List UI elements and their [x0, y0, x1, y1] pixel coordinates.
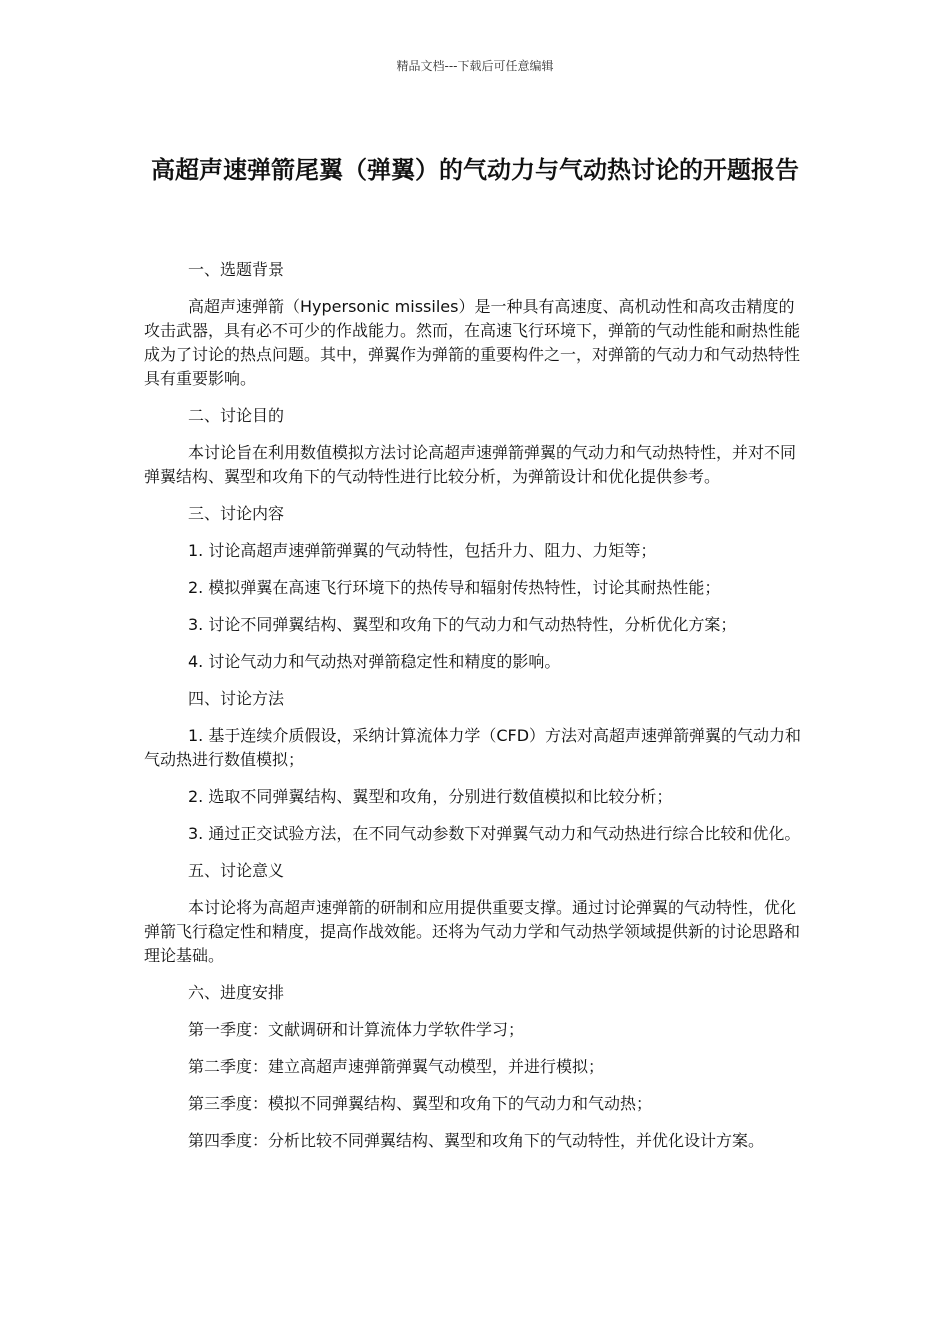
- content-item: 1. 讨论高超声速弹箭弹翼的气动特性，包括升力、阻力、力矩等；: [188, 541, 657, 560]
- section-heading-significance: 五、讨论意义: [188, 861, 285, 880]
- method-item: 2. 选取不同弹翼结构、翼型和攻角，分别进行数值模拟和比较分析；: [188, 787, 673, 806]
- content-item: 3. 讨论不同弹翼结构、翼型和攻角下的气动力和气动热特性，分析优化方案；: [188, 615, 737, 634]
- section-heading-content: 三、讨论内容: [188, 504, 285, 523]
- method-item: 3. 通过正交试验方法，在不同气动参数下对弹翼气动力和气动热进行综合比较和优化。: [188, 824, 801, 843]
- method-item: 1. 基于连续介质假设，采纳计算流体力学（CFD）方法对高超声速弹箭弹翼的气动力和气动热进行数值模拟；: [144, 726, 802, 769]
- schedule-item: 第三季度：模拟不同弹翼结构、翼型和攻角下的气动力和气动热；: [188, 1094, 653, 1113]
- schedule-item: 第二季度：建立高超声速弹箭弹翼气动模型，并进行模拟；: [188, 1057, 605, 1076]
- content-item: 4. 讨论气动力和气动热对弹箭稳定性和精度的影响。: [188, 652, 561, 671]
- schedule-item: 第一季度：文献调研和计算流体力学软件学习；: [188, 1020, 525, 1039]
- content-item: 2. 模拟弹翼在高速飞行环境下的热传导和辐射传热特性，讨论其耐热性能；: [188, 578, 721, 597]
- section-heading-schedule: 六、进度安排: [188, 983, 285, 1002]
- section-heading-background: 一、选题背景: [188, 260, 285, 279]
- section-heading-method: 四、讨论方法: [188, 689, 285, 708]
- section-heading-purpose: 二、讨论目的: [188, 406, 285, 425]
- header-note: 精品文档---下载后可任意编辑: [396, 59, 554, 73]
- schedule-item: 第四季度：分析比较不同弹翼结构、翼型和攻角下的气动特性，并优化设计方案。: [188, 1131, 765, 1150]
- document-title: 高超声速弹箭尾翼（弹翼）的气动力与气动热讨论的开题报告: [151, 156, 799, 185]
- document-body: [144, 258, 808, 1166]
- purpose-paragraph: 本讨论旨在利用数值模拟方法讨论高超声速弹箭弹翼的气动力和气动热特性，并对不同弹翼结构、翼型和攻角下的气动特性进行比较分析，为弹箭设计和优化提供参考。: [144, 443, 797, 486]
- background-paragraph: 高超声速弹箭（Hypersonic missiles）是一种具有高速度、高机动性和高攻击精度的攻击武器，具有必不可少的作战能力。然而，在高速飞行环境下，弹箭的气动性能和耐热性能成为了讨论的热点问题。其中，弹翼作为弹箭的重要构件之一，对弹箭的气动力和气动热特性具有重要影响。: [144, 297, 801, 388]
- significance-paragraph: 本讨论将为高超声速弹箭的研制和应用提供重要支撑。通过讨论弹翼的气动特性，优化弹箭飞行稳定性和精度，提高作战效能。还将为气动力学和气动热学领域提供新的讨论思路和理论基础。: [144, 898, 801, 965]
